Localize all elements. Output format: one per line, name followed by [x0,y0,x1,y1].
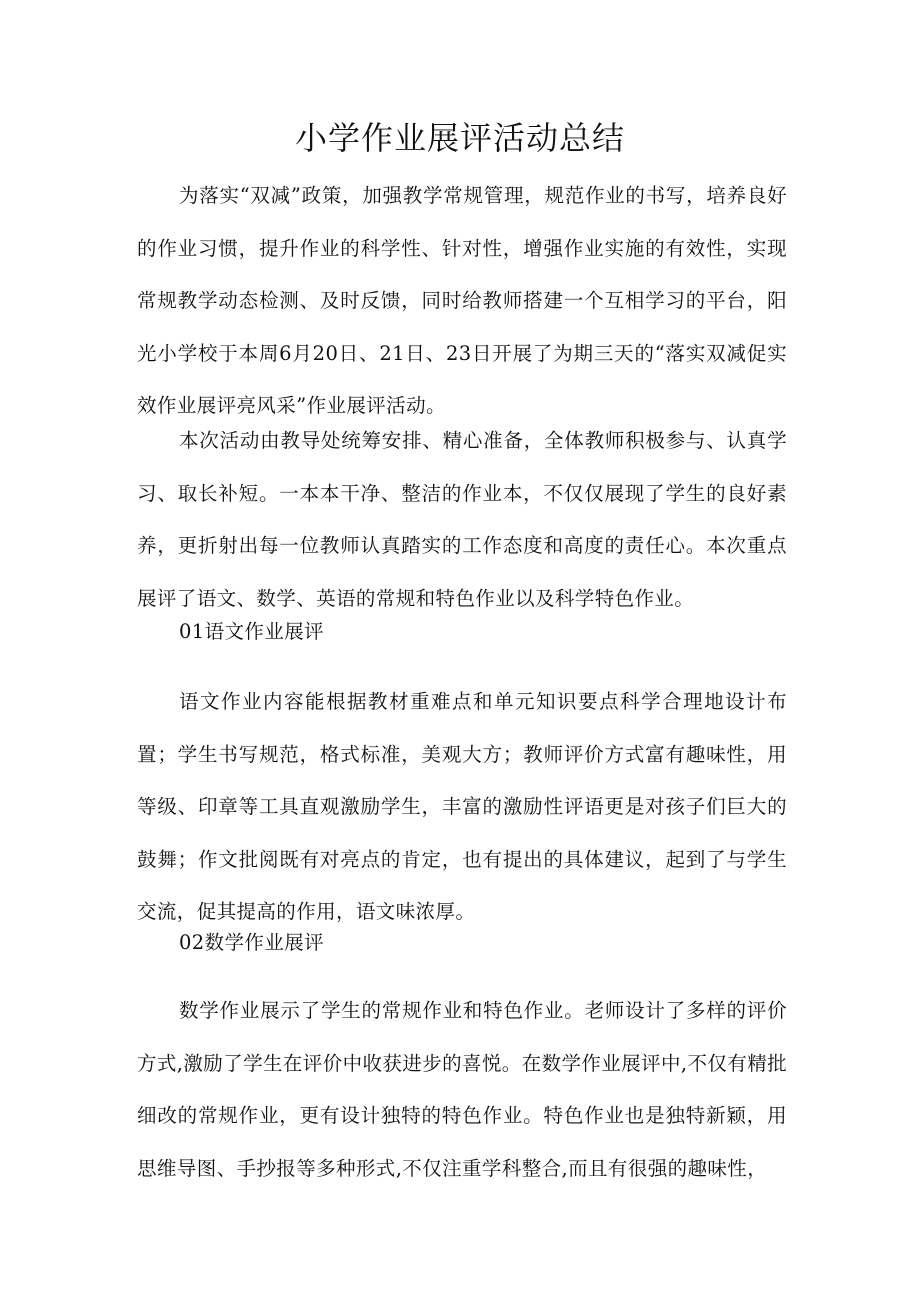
section-heading-math: 02数学作业展评 [179,931,325,954]
page-title: 小学作业展评活动总结 [294,119,625,157]
section-heading-chinese: 01语文作业展评 [179,620,325,643]
section-text-math: 数学作业展示了学生的常规作业和特色作业。老师设计了多样的评价方式,激励了学生在评价中收获进步的喜悦。在数学作业展评中,不仅有精批细改的常规作业，更有设计独特的特色作业。特色作业也是独特新颖，用思维导图、手抄报等多种形式,不仅注重学科整合,而且有很强的趣味性， [137,999,787,1180]
section-text-chinese: 语文作业内容能根据教材重难点和单元知识要点科学合理地设计布置；学生书写规范，格式标准，美观大方；教师评价方式富有趣味性，用等级、印章等工具直观激励学生，丰富的激励性评语更是对孩子们巨大的鼓舞；作文批阅既有对亮点的肯定，也有提出的具体建议，起到了与学生交流，促其提高的作用，语文味浓厚。 [137,690,787,923]
overview-paragraph: 本次活动由教导处统筹安排、精心准备，全体教师积极参与、认真学习、取长补短。一本本干净、整洁的作业本，不仅仅展现了学生的良好素养，更折射出每一位教师认真踏实的工作态度和高度的责任心。本次重点展评了语文、数学、英语的常规和特色作业以及科学特色作业。 [137,429,787,610]
intro-paragraph: 为落实“双减”政策，加强教学常规管理，规范作业的书写，培养良好的作业习惯，提升作业的科学性、针对性，增强作业实施的有效性，实现常规教学动态检测、及时反馈，同时给教师搭建一个互相学习的平台，阳光小学校于本周6月20日、21日、23日开展了为期三天的“落实双减促实效作业展评亮风采”作业展评活动。 [137,184,787,417]
